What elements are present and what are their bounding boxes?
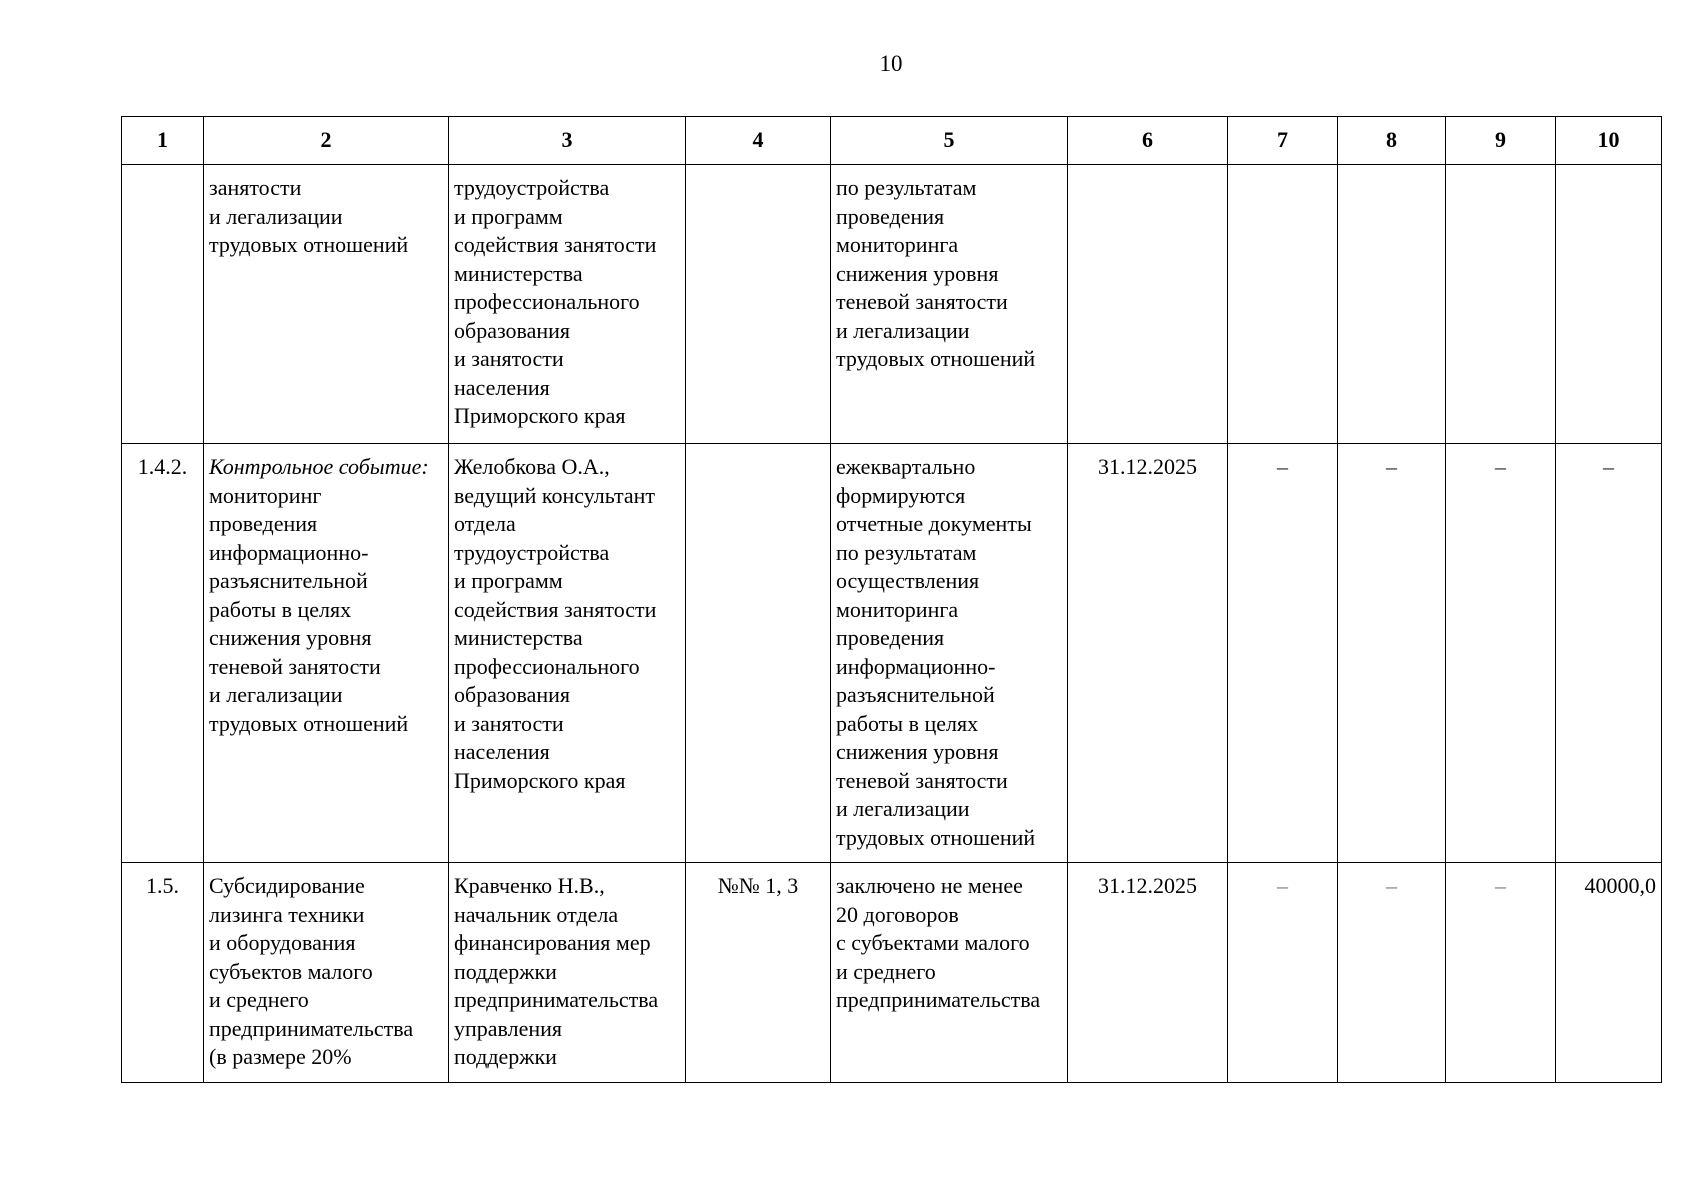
dash-value: – — [1277, 873, 1288, 898]
dash-value: – — [1495, 454, 1506, 479]
dash-value: – — [1386, 873, 1397, 898]
responsible-cell: Кравченко Н.В., начальник отдела финансирования мер поддержки предпринимательства управления поддержки — [449, 863, 686, 1083]
value-cell-7 — [1228, 165, 1338, 444]
column-header: 6 — [1068, 117, 1228, 165]
table-row — [122, 444, 1662, 863]
table-row — [122, 165, 1662, 444]
column-header: 5 — [831, 117, 1068, 165]
value-cell-9 — [1446, 863, 1556, 1083]
result-cell: заключено не менее 20 договоров с субъектами малого и среднего предпринимательства — [831, 863, 1068, 1083]
event-text: Субсидирование лизинга техники и оборудования субъектов малого и среднего предпринимательства (в размере 20% — [209, 873, 414, 1069]
result-cell: ежеквартально формируются отчетные документы по результатам осуществления мониторинга проведения информационно- разъяснительной работы в целях снижения уровня теневой занятости и легализации трудовых отношений — [831, 444, 1068, 863]
date-cell — [1068, 165, 1228, 444]
value-cell-8 — [1338, 863, 1446, 1083]
value-cell-8 — [1338, 165, 1446, 444]
date-cell: 31.12.2025 — [1068, 444, 1228, 863]
event-text: мониторинг проведения информационно- разъяснительной работы в целях снижения уровня теневой занятости и легализации трудовых отношений — [209, 482, 409, 736]
column-header: 4 — [686, 117, 831, 165]
result-cell: по результатам проведения мониторинга снижения уровня теневой занятости и легализации трудовых отношений — [831, 165, 1068, 444]
value-cell-10 — [1556, 444, 1662, 863]
column-header: 10 — [1556, 117, 1662, 165]
row-number-cell: 1.5. — [122, 863, 204, 1083]
document-ref-cell — [686, 444, 831, 863]
date-cell: 31.12.2025 — [1068, 863, 1228, 1083]
event-cell — [204, 863, 449, 1083]
row-number-cell — [122, 165, 204, 444]
value-cell-8 — [1338, 444, 1446, 863]
amount-cell: 40000,0 — [1556, 863, 1662, 1083]
plan-table — [121, 116, 1662, 1083]
column-header: 1 — [122, 117, 204, 165]
value-cell-10 — [1556, 165, 1662, 444]
column-header: 9 — [1446, 117, 1556, 165]
value-cell-9 — [1446, 444, 1556, 863]
dash-value: – — [1386, 454, 1397, 479]
column-header: 3 — [449, 117, 686, 165]
dash-value: – — [1277, 454, 1288, 479]
row-number-cell: 1.4.2. — [122, 444, 204, 863]
event-text: занятости и легализации трудовых отношений — [209, 175, 409, 257]
document-ref-cell — [686, 165, 831, 444]
column-header: 7 — [1228, 117, 1338, 165]
dash-value: – — [1603, 454, 1614, 479]
control-event-label: Контрольное событие: — [209, 454, 429, 479]
column-header: 2 — [204, 117, 449, 165]
document-ref-cell: №№ 1, 3 — [686, 863, 831, 1083]
page-number: 10 — [879, 51, 903, 76]
value-cell-7 — [1228, 863, 1338, 1083]
event-cell — [204, 165, 449, 444]
table-row — [122, 863, 1662, 1083]
dash-value: – — [1495, 873, 1506, 898]
column-header: 8 — [1338, 117, 1446, 165]
value-cell-9 — [1446, 165, 1556, 444]
table-header-row — [122, 117, 1662, 165]
responsible-cell: трудоустройства и программ содействия занятости министерства профессионального образования и занятости населения Приморского края — [449, 165, 686, 444]
event-cell — [204, 444, 449, 863]
value-cell-7 — [1228, 444, 1338, 863]
responsible-cell: Желобкова О.А., ведущий консультант отдела трудоустройства и программ содействия занятости министерства профессионального образования и занятости населения Приморского края — [449, 444, 686, 863]
